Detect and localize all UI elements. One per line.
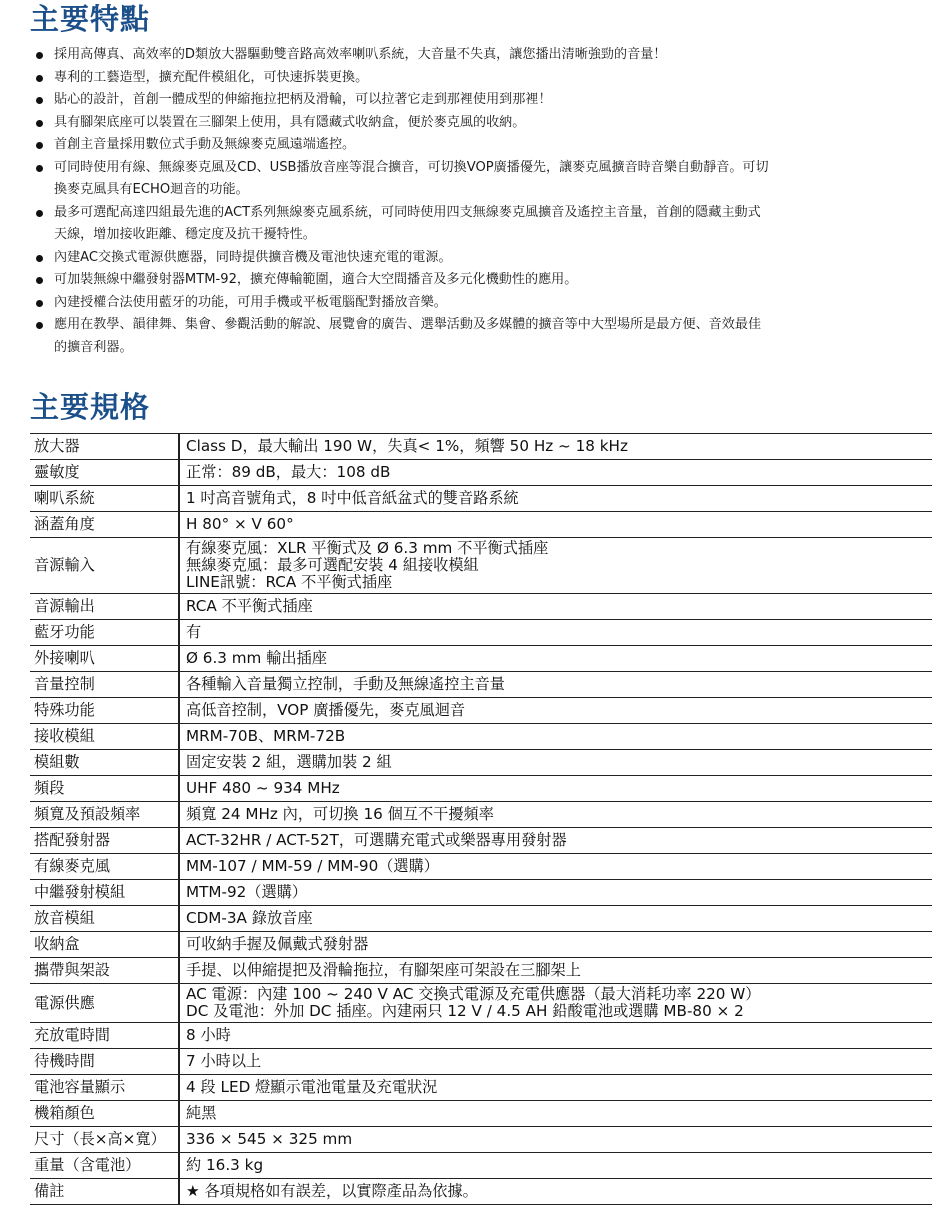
spec-label: 喇叭系統 [30, 486, 179, 512]
feature-item [34, 67, 940, 90]
spec-value [179, 512, 932, 538]
spec-value [179, 958, 932, 984]
spec-value-line: 可收納手握及佩戴式發射器 [186, 935, 369, 953]
spec-value-line: LINE訊號：RCA 不平衡式插座 [186, 573, 393, 591]
spec-value [179, 984, 932, 1023]
spec-label: 外接喇叭 [30, 646, 179, 672]
spec-label: 頻段 [30, 776, 179, 802]
feature-item [34, 202, 940, 247]
spec-label: 重量（含電池） [30, 1153, 179, 1179]
spec-value-line: 頻寬 24 MHz 內，可切換 16 個互不干擾頻率 [186, 805, 494, 823]
bullet-icon [36, 210, 43, 217]
feature-text-line: 最多可選配高達四組最先進的ACT系列無線麥克風系統，可同時使用四支無線麥克風擴音及遙控主音量，首創的隱藏主動式 [54, 204, 761, 220]
spec-label: 特殊功能 [30, 698, 179, 724]
spec-label: 模組數 [30, 750, 179, 776]
spec-row [30, 434, 932, 460]
spec-value [179, 932, 932, 958]
spec-value [179, 460, 932, 486]
spec-value-line: 純黑 [186, 1104, 217, 1122]
spec-value [179, 1075, 932, 1101]
spec-value-line: MTM-92（選購） [186, 883, 308, 901]
spec-label: 電源供應 [30, 984, 179, 1023]
spec-label: 接收模組 [30, 724, 179, 750]
spec-row [30, 880, 932, 906]
spec-row [30, 486, 932, 512]
spec-value [179, 672, 932, 698]
spec-label: 藍牙功能 [30, 620, 179, 646]
feature-text: 具有腳架底座可以裝置在三腳架上使用，具有隱藏式收納盒，便於麥克風的收納。 [54, 114, 526, 130]
spec-label: 尺寸（長×高×寬） [30, 1127, 179, 1153]
spec-row [30, 932, 932, 958]
spec-row [30, 1101, 932, 1127]
spec-value [179, 906, 932, 932]
spec-row [30, 724, 932, 750]
feature-item [34, 134, 940, 157]
bullet-icon [36, 142, 43, 149]
spec-label: 音量控制 [30, 672, 179, 698]
spec-value-line: CDM-3A 錄放音座 [186, 909, 313, 927]
feature-list [34, 44, 940, 359]
spec-row [30, 776, 932, 802]
spec-label: 攜帶與架設 [30, 958, 179, 984]
feature-text: 採用高傳真、高效率的D類放大器驅動雙音路高效率喇叭系統，大音量不失真，讓您播出清晰強勁的音量！ [54, 47, 667, 62]
feature-text: 內建AC交換式電源供應器，同時提供擴音機及電池快速充電的電源。 [54, 249, 452, 265]
feature-text: 內建授權合法使用藍牙的功能，可用手機或平板電腦配對播放音樂。 [54, 294, 447, 310]
feature-item [34, 269, 940, 292]
spec-label: 待機時間 [30, 1049, 179, 1075]
spec-value-line: 1 吋高音號角式，8 吋中低音紙盆式的雙音路系統 [186, 489, 519, 507]
spec-label: 涵蓋角度 [30, 512, 179, 538]
spec-value [179, 646, 932, 672]
feature-item [34, 112, 940, 135]
spec-value [179, 724, 932, 750]
spec-row [30, 750, 932, 776]
spec-value [179, 1023, 932, 1049]
spec-value [179, 1101, 932, 1127]
spec-value-line: MRM-70B、MRM-72B [186, 727, 346, 745]
bullet-icon [36, 165, 43, 172]
feature-text: 可加裝無線中繼發射器MTM-92，擴充傳輸範圍，適合大空間播音及多元化機動性的應用。 [54, 272, 578, 287]
spec-value [179, 594, 932, 620]
feature-item [34, 292, 940, 315]
spec-row [30, 1023, 932, 1049]
spec-row [30, 1153, 932, 1179]
spec-label: 頻寬及預設頻率 [30, 802, 179, 828]
spec-value-line: 約 16.3 kg [186, 1156, 264, 1174]
spec-value [179, 1127, 932, 1153]
spec-row [30, 1127, 932, 1153]
spec-row [30, 1179, 932, 1205]
spec-row [30, 906, 932, 932]
spec-value-line: ★ 各項規格如有誤差，以實際產品為依據。 [186, 1182, 478, 1200]
spec-label: 中繼發射模組 [30, 880, 179, 906]
feature-item [34, 44, 940, 67]
spec-value [179, 880, 932, 906]
spec-row [30, 698, 932, 724]
spec-value-line: 固定安裝 2 組，選購加裝 2 組 [186, 753, 392, 771]
spec-row [30, 460, 932, 486]
bullet-icon [36, 277, 43, 284]
spec-value-line: Class D，最大輸出 190 W，失真< 1%，頻響 50 Hz ~ 18 kHz [186, 437, 628, 455]
spec-label: 靈敏度 [30, 460, 179, 486]
spec-label: 搭配發射器 [30, 828, 179, 854]
feature-text: 專利的工藝造型，擴充配件模組化，可快速拆裝更換。 [54, 69, 369, 85]
bullet-icon [36, 52, 43, 59]
spec-label: 放大器 [30, 434, 179, 460]
spec-label: 收納盒 [30, 932, 179, 958]
spec-row [30, 828, 932, 854]
spec-value [179, 620, 932, 646]
spec-value [179, 434, 932, 460]
spec-value [179, 750, 932, 776]
features-title: 主要特點 [30, 2, 151, 36]
feature-item [34, 89, 940, 112]
spec-value-line: 各種輸入音量獨立控制，手動及無線遙控主音量 [186, 675, 505, 693]
feature-item [34, 157, 940, 202]
spec-value [179, 538, 932, 594]
specs-title: 主要規格 [30, 390, 151, 424]
spec-value-line: 8 小時 [186, 1026, 231, 1044]
spec-value-line: ACT-32HR / ACT-52T，可選購充電式或樂器專用發射器 [186, 831, 567, 849]
spec-value-line: 有 [186, 623, 202, 641]
spec-row [30, 512, 932, 538]
spec-value [179, 854, 932, 880]
spec-value-line: UHF 480 ~ 934 MHz [186, 779, 340, 797]
spec-value [179, 486, 932, 512]
spec-value [179, 1049, 932, 1075]
spec-value-line: 4 段 LED 燈顯示電池電量及充電狀況 [186, 1078, 438, 1096]
spec-value-line: 有線麥克風：XLR 平衡式及 Ø 6.3 mm 不平衡式插座 [186, 539, 549, 557]
feature-text: 貼心的設計，首創一體成型的伸縮拖拉把柄及滑輪，可以拉著它走到那裡使用到那裡！ [54, 92, 552, 107]
spec-value [179, 1153, 932, 1179]
bullet-icon [36, 255, 43, 262]
spec-value-line: 無線麥克風：最多可選配安裝 4 組接收模組 [186, 556, 479, 574]
spec-label: 音源輸出 [30, 594, 179, 620]
spec-value-line: 手提、以伸縮提把及滑輪拖拉，有腳架座可架設在三腳架上 [186, 961, 581, 979]
spec-value-line: 7 小時以上 [186, 1052, 262, 1070]
spec-row [30, 984, 932, 1023]
spec-label: 有線麥克風 [30, 854, 179, 880]
spec-label: 放音模組 [30, 906, 179, 932]
spec-value-line: AC 電源：內建 100 ~ 240 V AC 交換式電源及充電供應器（最大消耗功率 220 W） [186, 985, 761, 1003]
spec-value-line: RCA 不平衡式插座 [186, 597, 313, 615]
spec-label: 充放電時間 [30, 1023, 179, 1049]
spec-row [30, 854, 932, 880]
spec-value [179, 698, 932, 724]
bullet-icon [36, 97, 43, 104]
bullet-icon [36, 322, 43, 329]
spec-label: 音源輸入 [30, 538, 179, 594]
feature-text-line: 應用在教學、韻律舞、集會、參觀活動的解說、展覽會的廣告、選舉活動及多媒體的擴音等中大型場所是最方便、音效最佳 [54, 317, 762, 332]
feature-item [34, 247, 940, 270]
feature-item [34, 314, 940, 359]
spec-value-line: H 80° × V 60° [186, 515, 294, 533]
feature-text-line: 可同時使用有線、無線麥克風及CD、USB播放音座等混合擴音，可切換VOP廣播優先，讓麥克風擴音時音樂自動靜音。可切 [54, 159, 769, 175]
bullet-icon [36, 75, 43, 82]
spec-value [179, 776, 932, 802]
spec-row [30, 646, 932, 672]
spec-row [30, 620, 932, 646]
spec-row [30, 1049, 932, 1075]
spec-row [30, 958, 932, 984]
spec-row [30, 594, 932, 620]
feature-text-line: 換麥克風具有ECHO迴音的功能。 [54, 182, 249, 197]
spec-table [30, 433, 932, 1205]
spec-value-line: DC 及電池：外加 DC 插座。內建兩只 12 V / 4.5 AH 鉛酸電池或選購 MB-80 × 2 [186, 1002, 744, 1020]
spec-value [179, 1179, 932, 1205]
spec-value-line: Ø 6.3 mm 輸出插座 [186, 649, 327, 667]
bullet-icon [36, 300, 43, 307]
spec-row [30, 802, 932, 828]
spec-row [30, 672, 932, 698]
spec-value-line: 正常：89 dB，最大：108 dB [186, 463, 391, 481]
spec-row [30, 538, 932, 594]
spec-value-line: 336 × 545 × 325 mm [186, 1130, 353, 1148]
spec-label: 電池容量顯示 [30, 1075, 179, 1101]
feature-text: 首創主音量採用數位式手動及無線麥克風遠端遙控。 [54, 137, 356, 152]
spec-row [30, 1075, 932, 1101]
spec-label: 備註 [30, 1179, 179, 1205]
spec-value [179, 828, 932, 854]
spec-label: 機箱顏色 [30, 1101, 179, 1127]
spec-value-line: MM-107 / MM-59 / MM-90（選購） [186, 857, 439, 875]
spec-value [179, 802, 932, 828]
bullet-icon [36, 120, 43, 127]
feature-text-line: 天線，增加接收距離、穩定度及抗干擾特性。 [54, 227, 316, 242]
feature-text-line: 的擴音利器。 [54, 339, 133, 355]
spec-value-line: 高低音控制，VOP 廣播優先，麥克風迴音 [186, 701, 466, 719]
